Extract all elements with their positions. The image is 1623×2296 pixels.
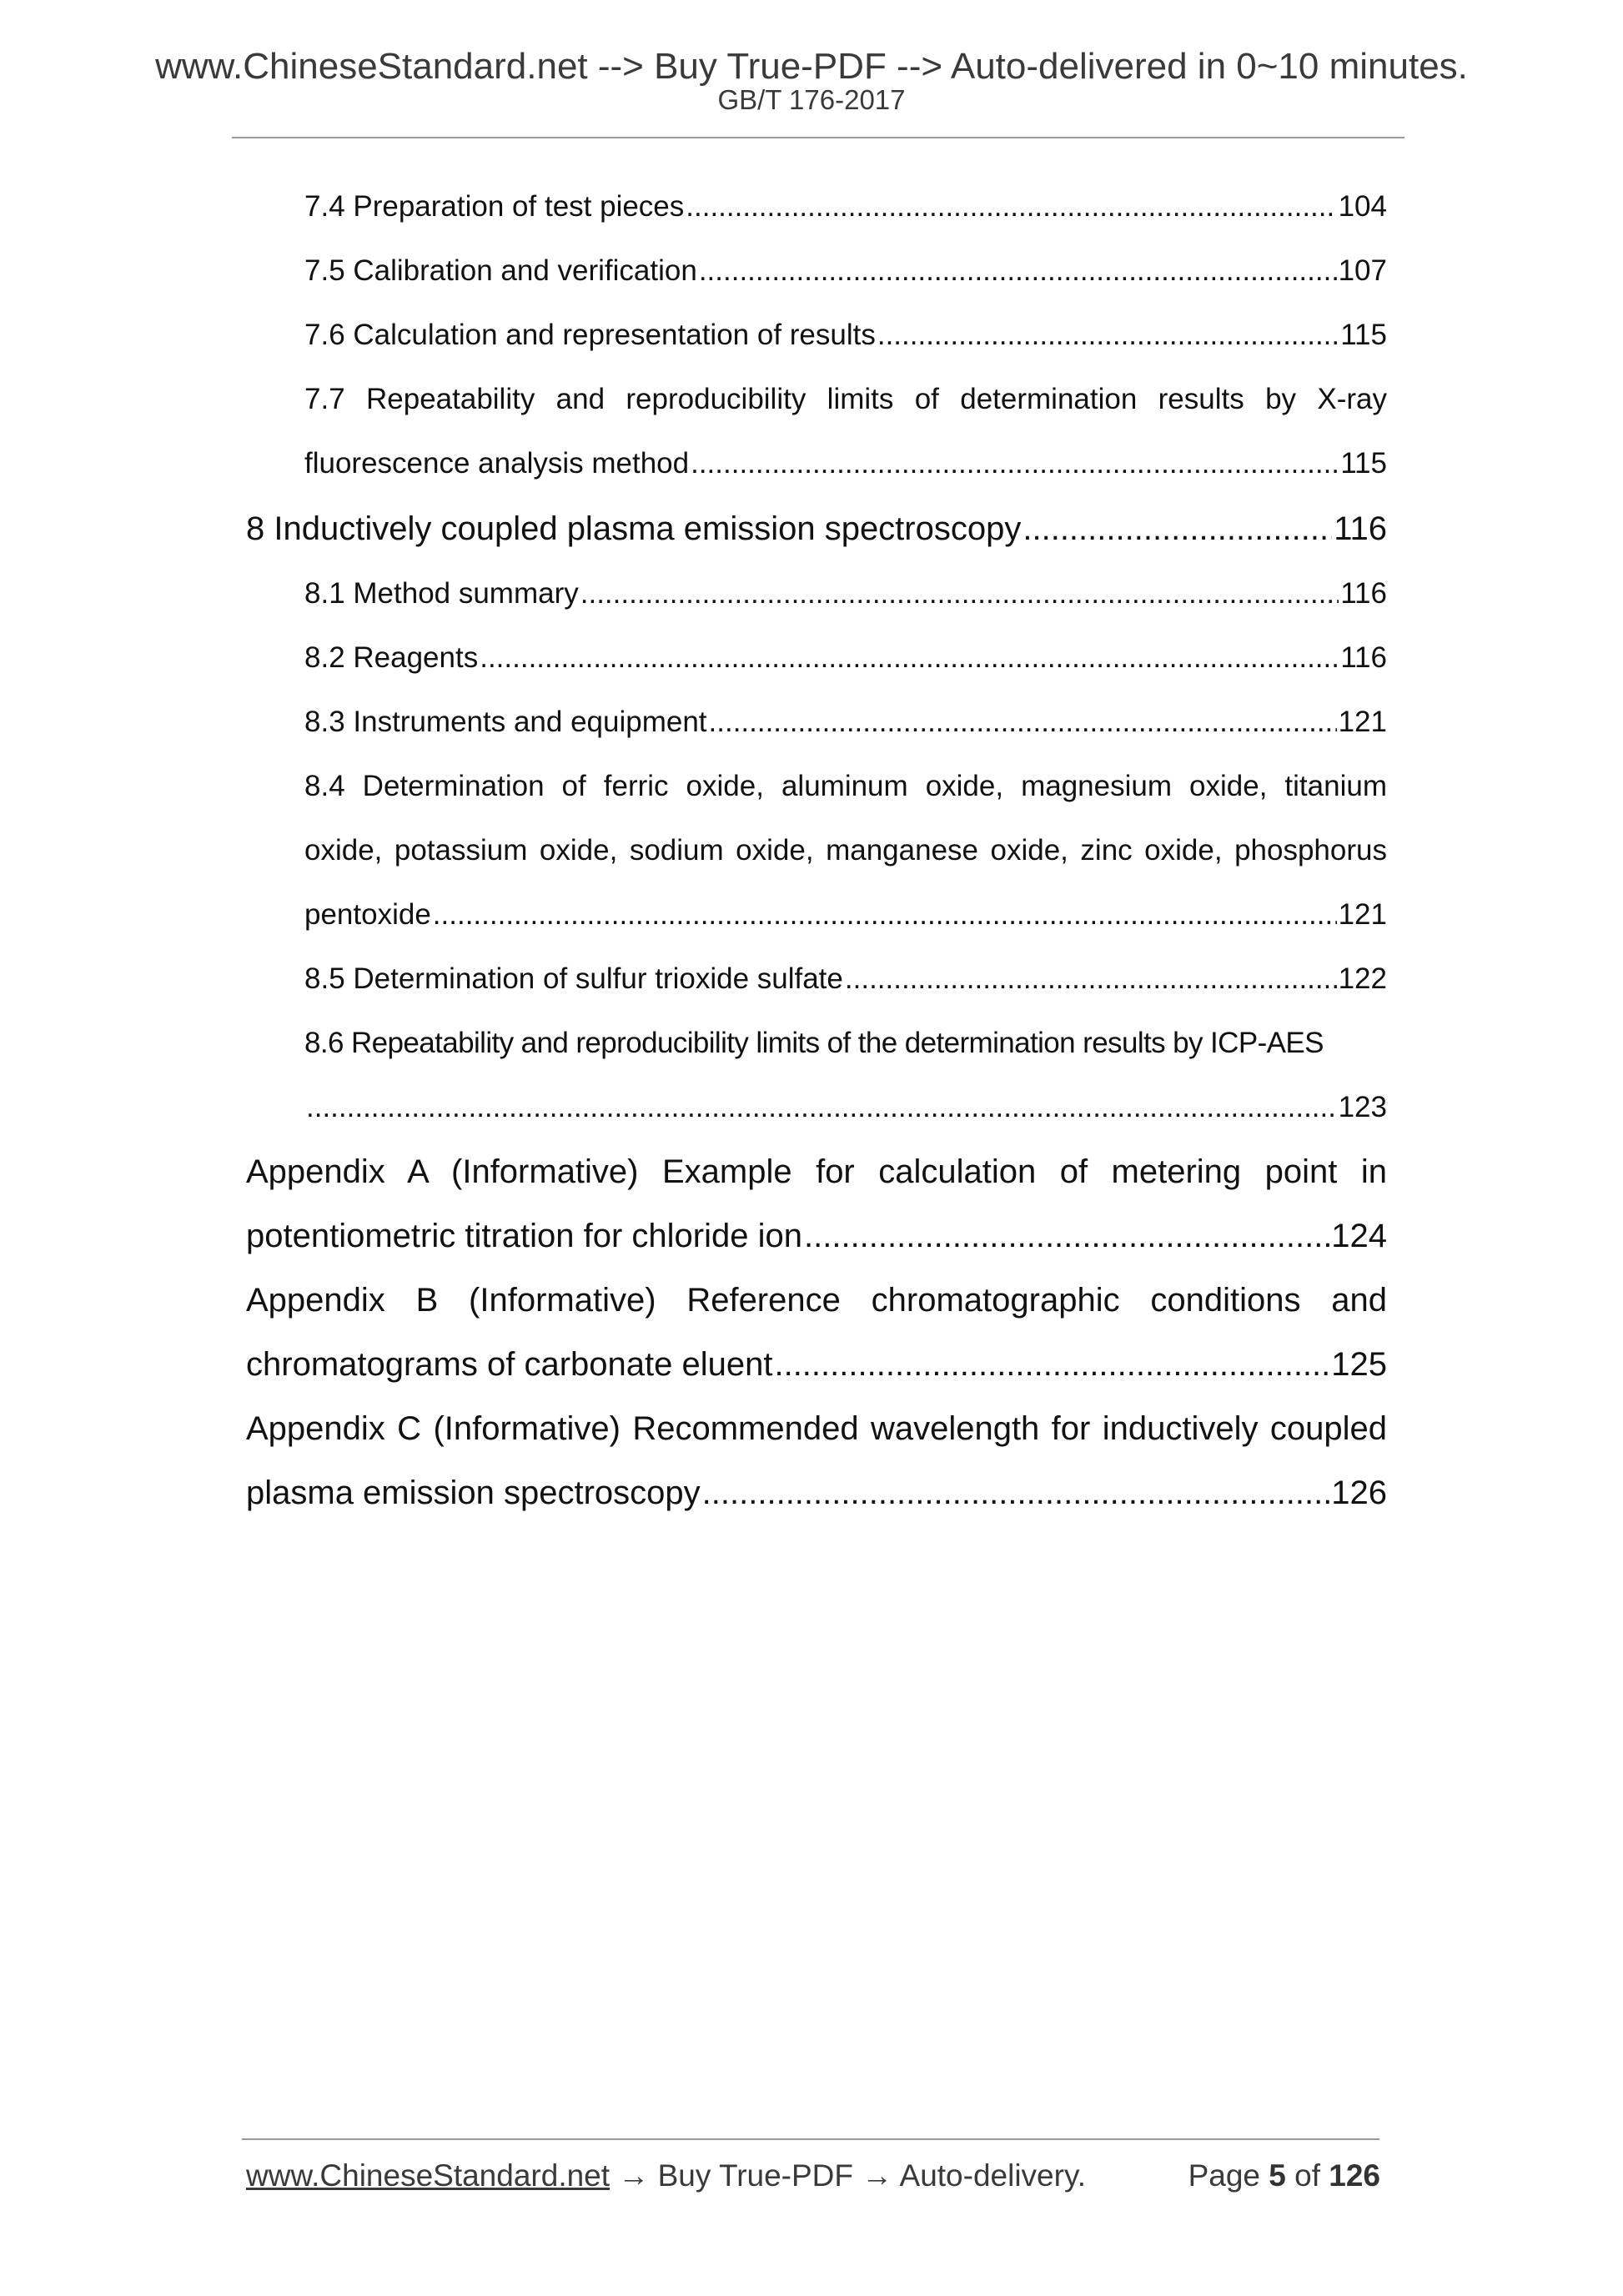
toc-page-number: 107 <box>1338 254 1387 287</box>
toc-entry-title: 8.2 Reagents <box>304 641 479 674</box>
toc-entry-8-2[interactable] <box>304 640 1387 676</box>
toc-page-number: 115 <box>1340 447 1387 480</box>
toc-entry-title: 8.5 Determination of sulfur trioxide sulfate <box>304 962 843 995</box>
toc-page-number: 121 <box>1338 706 1387 738</box>
toc-entry-title: fluorescence analysis method <box>304 447 690 480</box>
toc-entry-7-7-line-1[interactable]: 7.7 Repeatability and reproducibility limits of determination results by X-ray <box>304 383 1387 415</box>
toc-leader-dots <box>480 640 1339 676</box>
toc-page-number: 122 <box>1338 962 1387 995</box>
toc-entry-title: 8.3 Instruments and equipment <box>304 706 707 738</box>
toc-entry-appendix-c-line-1[interactable]: Appendix C (Informative) Recommended wavelength for inductively coupled <box>246 1410 1387 1447</box>
toc-entry-title: 7.4 Preparation of test pieces <box>304 190 685 223</box>
toc-entry-title: pentoxide <box>304 898 431 931</box>
toc-leader-dots <box>433 897 1337 933</box>
toc-leader-dots <box>580 575 1339 612</box>
toc-page-number: 123 <box>1338 1091 1387 1123</box>
toc-entry-title: 7.6 Calculation and representation of results <box>304 319 876 351</box>
toc-entry-appendix-a[interactable] <box>246 1215 1387 1257</box>
toc-entry-title: 8.1 Method summary <box>304 577 579 610</box>
toc-page-number: 116 <box>1334 510 1387 547</box>
of-label: of <box>1294 2158 1320 2193</box>
toc-page-number: 104 <box>1338 190 1387 223</box>
toc-page-number: 124 <box>1331 1218 1387 1254</box>
toc-page-number: 116 <box>1340 577 1387 610</box>
toc-leader-dots <box>804 1215 1329 1257</box>
toc-page-number: 121 <box>1338 898 1387 931</box>
toc-entry-title: chromatograms of carbonate eluent <box>246 1346 773 1383</box>
toc-page-number: 125 <box>1331 1346 1387 1383</box>
toc-leader-dots <box>845 961 1337 997</box>
toc-entry-title: plasma emission spectroscopy <box>246 1475 701 1511</box>
toc-entry-7-6[interactable] <box>304 317 1387 354</box>
toc-entry-title: 8 Inductively coupled plasma emission spectroscopy <box>246 510 1022 547</box>
toc-leader-dots <box>709 704 1337 741</box>
toc-entry-8-6-line-1[interactable] <box>304 1025 1387 1062</box>
toc-entry-8-4[interactable] <box>304 897 1387 933</box>
toc-leader-dots <box>702 1472 1330 1514</box>
toc-entry-7-5[interactable] <box>304 253 1387 289</box>
toc-leader-dots <box>877 317 1339 354</box>
toc-entry-8-4-line-2[interactable]: oxide, potassium oxide, sodium oxide, manganese oxide, zinc oxide, phosphorus <box>304 834 1387 867</box>
toc-page-number: 115 <box>1340 319 1387 351</box>
page-counter <box>1188 2157 1380 2195</box>
toc-entry-appendix-b[interactable] <box>246 1344 1387 1385</box>
toc-entry-title: 7.5 Calibration and verification <box>304 254 697 287</box>
page-footer <box>246 2157 1380 2195</box>
toc-leader-dots <box>1023 508 1332 550</box>
toc-leader-dots <box>774 1344 1329 1385</box>
page-label: Page <box>1188 2158 1260 2193</box>
toc-leader-dots <box>686 188 1336 225</box>
toc-entry-8-1[interactable] <box>304 575 1387 612</box>
top-banner: www.ChineseStandard.net --> Buy True-PDF --> Auto-delivered in 0~10 minutes. <box>155 46 1468 87</box>
toc-entry-appendix-b-line-1[interactable]: Appendix B (Informative) Reference chromatographic conditions and <box>246 1282 1387 1319</box>
toc-entry-8-6[interactable] <box>304 1089 1387 1126</box>
toc-leader-dots <box>306 1089 1337 1126</box>
toc-entry-8-3[interactable] <box>304 704 1387 741</box>
toc-page-number: 126 <box>1331 1475 1387 1511</box>
footer-divider <box>242 2138 1379 2140</box>
toc-leader-dots <box>699 253 1337 289</box>
toc-entry-appendix-c[interactable] <box>246 1472 1387 1514</box>
standard-code: GB/T 176-2017 <box>717 84 906 115</box>
toc-entry-8-5[interactable] <box>304 961 1387 997</box>
toc-entry-7-4[interactable] <box>304 188 1387 225</box>
toc-leader-dots <box>691 445 1339 482</box>
footer-promo-text: → Buy True-PDF → Auto-delivery. <box>610 2158 1086 2193</box>
toc-entry-title: potentiometric titration for chloride ion <box>246 1218 802 1254</box>
footer-site-link[interactable]: www.ChineseStandard.net <box>246 2158 611 2193</box>
current-page-number: 5 <box>1269 2158 1286 2193</box>
toc-entry-8[interactable] <box>246 508 1387 550</box>
toc-entry-title: 8.6 Repeatability and reproducibility limits of the determination results by ICP-AES <box>304 1027 1324 1059</box>
toc-entry-8-4-line-1[interactable]: 8.4 Determination of ferric oxide, aluminum oxide, magnesium oxide, titanium <box>304 770 1387 802</box>
total-pages-number: 126 <box>1329 2158 1380 2193</box>
toc-entry-appendix-a-line-1[interactable]: Appendix A (Informative) Example for calculation of metering point in <box>246 1153 1387 1190</box>
toc-entry-7-7[interactable] <box>304 445 1387 482</box>
toc-page-number: 116 <box>1340 641 1387 674</box>
